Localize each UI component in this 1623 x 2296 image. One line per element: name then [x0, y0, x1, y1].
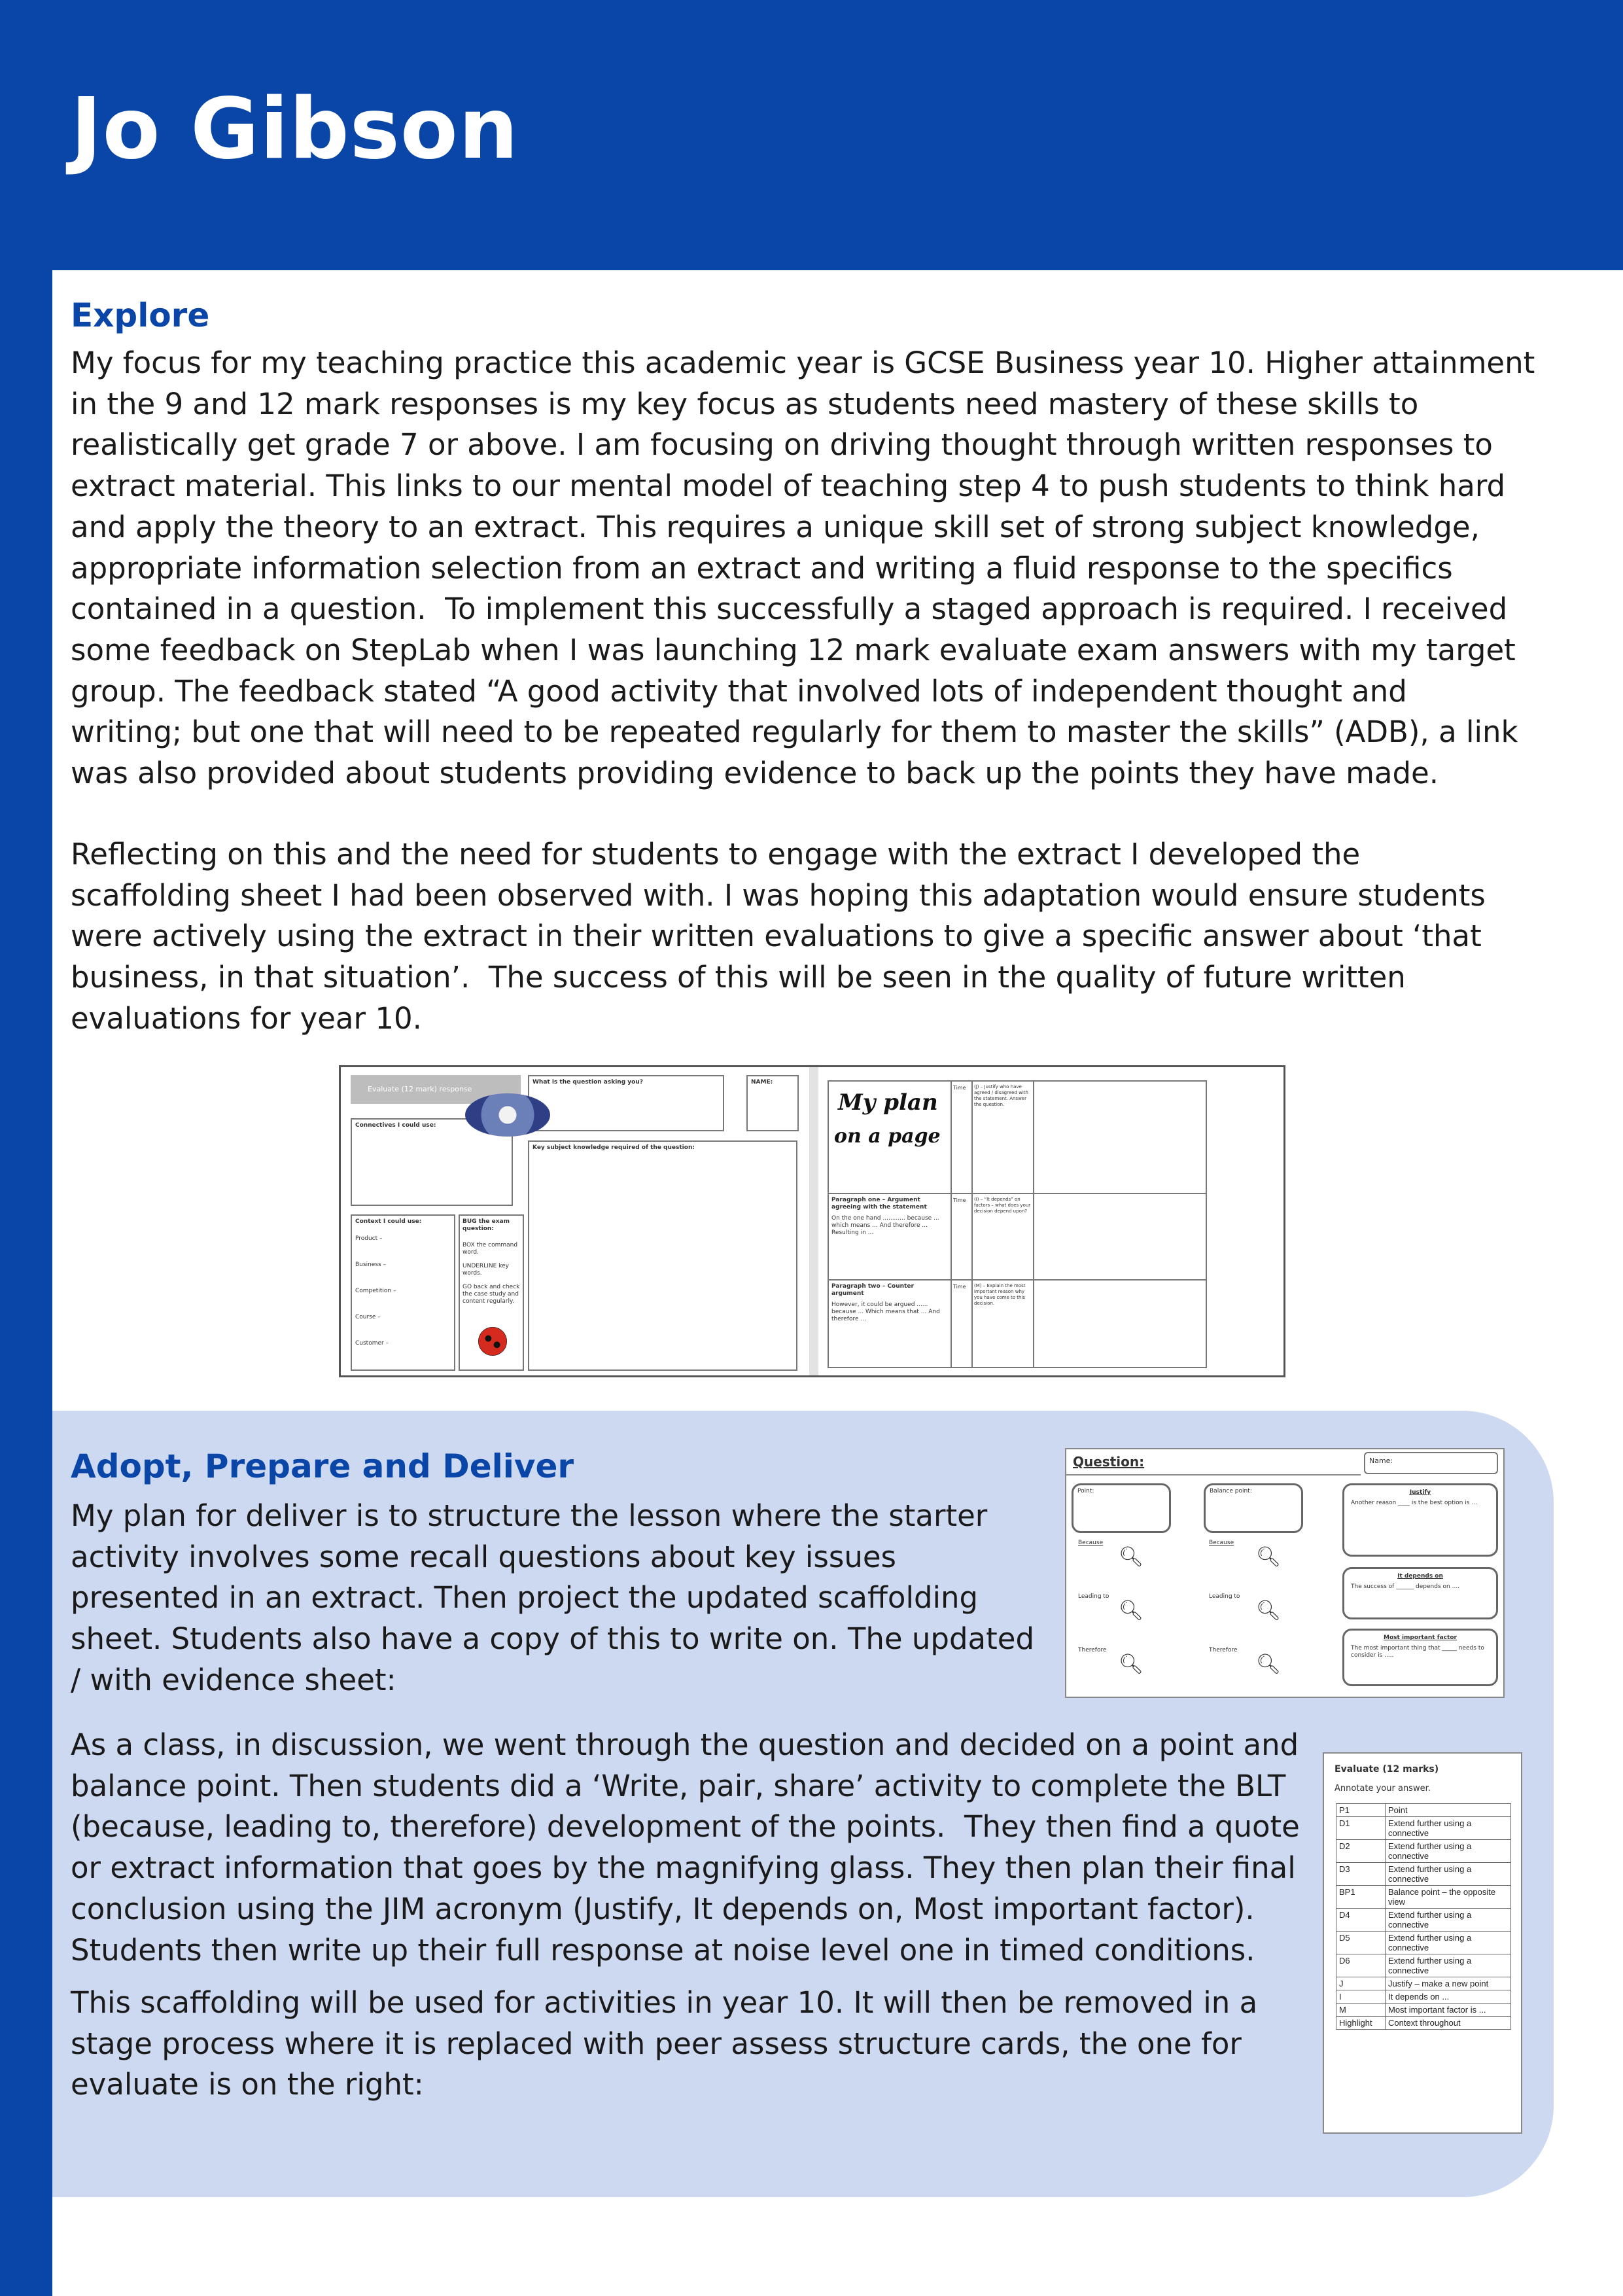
time-label: Time — [953, 1284, 966, 1290]
context-box — [351, 1214, 455, 1371]
page-gutter — [809, 1067, 818, 1375]
connectives-box-label: Connectives I could use: — [355, 1122, 436, 1129]
bug-item: UNDERLINE key words. — [462, 1263, 509, 1277]
plan-title-line-1: My plan — [838, 1089, 938, 1116]
table-row — [1336, 1954, 1511, 1977]
card-code-cell: D6 — [1336, 1954, 1386, 1977]
text-line: Reflecting on this and the need for students to engage with the extract I developed the — [71, 837, 1361, 872]
paragraph-two-text: However, it could be argued ...... because ... Which means that ... And therefore ... — [831, 1301, 940, 1322]
magnifying-glass-icon: 🔍︎ — [1256, 1545, 1282, 1568]
context-item: Customer – — [355, 1340, 389, 1347]
text-line: was also provided about students providing evidence to back up the points they have made. — [71, 756, 1439, 791]
explore-heading: Explore — [71, 296, 210, 334]
text-line: balance point. Then students did a ‘Write, pair, share’ activity to complete the BLT — [71, 1768, 1286, 1803]
important-text: The most important thing that _____ needs to consider is ..... — [1351, 1645, 1484, 1659]
bug-box — [459, 1214, 524, 1371]
text-line: (because, leading to, therefore) development of the points. They then find a quote — [71, 1809, 1300, 1845]
magnifying-glass-icon: 🔍︎ — [1119, 1653, 1144, 1676]
bug-box-label: BUG the exam question: — [462, 1218, 510, 1232]
adopt-paragraph-1 — [71, 1496, 1034, 1701]
text-line: contained in a question. To implement this successfully a staged approach is required. I received — [71, 592, 1508, 627]
text-line: stage process where it is replaced with peer assess structure cards, the one for — [71, 2026, 1242, 2061]
text-line: writing; but one that will need to be repeated regularly for them to master the skills” (ADB), a link — [71, 715, 1518, 750]
depends-text: The success of ______ depends on .... — [1351, 1583, 1460, 1590]
text-line: sheet. Students also have a copy of this to write on. The updated — [71, 1621, 1035, 1657]
text-line: were actively using the extract in their written evaluations to give a specific answer about ‘that — [71, 919, 1482, 954]
because-label: Because — [1078, 1540, 1104, 1546]
text-line: in the 9 and 12 mark responses is my key focus as students need mastery of these skills to — [71, 386, 1419, 421]
card-desc-cell: Point — [1386, 1804, 1511, 1817]
knowledge-box-label: Key subject knowledge required of the question: — [532, 1144, 695, 1151]
bug-item: BOX the command word. — [462, 1242, 518, 1256]
table-row — [1336, 1886, 1511, 1909]
plan-grid — [828, 1080, 1207, 1368]
text-line: appropriate information selection from an extract and writing a fluid response to the specifics — [71, 550, 1453, 586]
card-code-cell: D5 — [1336, 1932, 1386, 1954]
table-row — [1336, 1817, 1511, 1840]
text-line: extract material. This links to our mental model of teaching step 4 to push students to think hard — [71, 468, 1506, 504]
important-box — [1342, 1629, 1498, 1686]
sheet-left-page — [341, 1067, 809, 1375]
peer-assess-card-image — [1323, 1752, 1522, 2134]
text-line: My focus for my teaching practice this academic year is GCSE Business year 10. Higher attainment — [71, 345, 1535, 380]
page-title: Jo Gibson — [71, 80, 519, 178]
card-desc-cell: Context throughout — [1386, 2017, 1511, 2030]
therefore-label: Therefore — [1209, 1647, 1238, 1653]
card-desc-cell: Extend further using a connective — [1386, 1840, 1511, 1863]
scaffolding-sheet-image — [339, 1065, 1285, 1377]
card-desc-cell: Extend further using a connective — [1386, 1909, 1511, 1932]
card-code-cell: M — [1336, 2004, 1386, 2017]
table-row — [1336, 1990, 1511, 2004]
card-table — [1336, 1803, 1511, 2030]
ladybird-icon — [478, 1327, 507, 1356]
card-desc-cell: It depends on ... — [1386, 1990, 1511, 2004]
text-line: This scaffolding will be used for activities in year 10. It will then be removed in a — [71, 1985, 1258, 2020]
time-label: Time — [953, 1197, 966, 1203]
text-line: or extract information that goes by the magnifying glass. They then plan their final — [71, 1850, 1296, 1886]
point-label: Point: — [1077, 1488, 1094, 1494]
table-row — [1336, 1932, 1511, 1954]
time-label: Time — [953, 1085, 966, 1091]
important-title: Most important factor — [1384, 1634, 1457, 1641]
text-line: realistically get grade 7 or above. I am focusing on driving thought through written responses to — [71, 427, 1493, 463]
text-line: business, in that situation’. The success of this will be seen in the quality of future written — [71, 960, 1406, 995]
evidence-sheet-image — [1065, 1448, 1505, 1698]
card-desc-cell: Extend further using a connective — [1386, 1932, 1511, 1954]
text-line: evaluate is on the right: — [71, 2067, 424, 2102]
context-box-label: Context I could use: — [355, 1218, 422, 1225]
adopt-heading: Adopt, Prepare and Deliver — [71, 1447, 574, 1485]
evidence-question-label: Question: — [1073, 1454, 1145, 1470]
justify-text: Another reason ____ is the best option is ... — [1351, 1500, 1477, 1506]
card-code-cell: P1 — [1336, 1804, 1386, 1817]
knowledge-box — [528, 1140, 797, 1371]
question-box — [528, 1075, 724, 1131]
sheet-banner-label: Evaluate (12 mark) response — [368, 1085, 472, 1093]
because-label: Because — [1209, 1540, 1234, 1546]
justify-title: Justify — [1409, 1489, 1431, 1496]
table-row — [1336, 1840, 1511, 1863]
depends-note: (I) – “It depends” on factors – what does your decision depend upon? — [974, 1197, 1031, 1214]
justify-box — [1342, 1483, 1498, 1557]
card-code-cell: Highlight — [1336, 2017, 1386, 2030]
card-desc-cell: Balance point – the opposite view — [1386, 1886, 1511, 1909]
bug-item: GO back and check the case study and content regularly. — [462, 1284, 520, 1305]
balance-point-label: Balance point: — [1210, 1488, 1252, 1494]
card-code-cell: D4 — [1336, 1909, 1386, 1932]
text-line: As a class, in discussion, we went through the question and decided on a point and — [71, 1727, 1299, 1762]
therefore-label: Therefore — [1078, 1647, 1107, 1653]
card-code-cell: D2 — [1336, 1840, 1386, 1863]
name-box-label: NAME: — [751, 1079, 773, 1086]
paragraph-one-text: On the one hand ............ because ... which means ... And therefore ... Resulting in ... — [831, 1215, 939, 1236]
name-box — [746, 1075, 799, 1131]
text-line: activity involves some recall questions about key issues — [71, 1539, 896, 1574]
plan-title-line-2: on a page — [834, 1125, 941, 1148]
text-line: / with evidence sheet: — [71, 1662, 396, 1697]
card-desc-cell: Most important factor is ... — [1386, 2004, 1511, 2017]
magnifying-glass-icon: 🔍︎ — [1119, 1599, 1144, 1622]
leading-to-label: Leading to — [1078, 1593, 1109, 1600]
context-item: Competition – — [355, 1288, 396, 1294]
evidence-name-box — [1364, 1452, 1498, 1474]
point-box — [1072, 1483, 1171, 1533]
card-desc-cell: Extend further using a connective — [1386, 1817, 1511, 1840]
magnifying-glass-icon: 🔍︎ — [1256, 1653, 1282, 1676]
card-desc-cell: Justify – make a new point — [1386, 1977, 1511, 1990]
card-desc-cell: Extend further using a connective — [1386, 1954, 1511, 1977]
text-line: Students then write up their full response at noise level one in timed conditions. — [71, 1932, 1255, 1968]
table-row — [1336, 2004, 1511, 2017]
left-accent-bar — [0, 270, 52, 2296]
card-title: Evaluate (12 marks) — [1335, 1764, 1439, 1775]
card-desc-cell: Extend further using a connective — [1386, 1863, 1511, 1886]
paragraph-two-label: Paragraph two – Counter argument — [831, 1283, 914, 1297]
context-item: Product – — [355, 1235, 383, 1242]
card-code-cell: J — [1336, 1977, 1386, 1990]
important-note: (M) – Explain the most important reason why you have come to this decision. — [974, 1283, 1026, 1306]
text-line: and apply the theory to an extract. This requires a unique skill set of strong subject knowledge, — [71, 509, 1480, 544]
text-line: presented in an extract. Then project the updated scaffolding — [71, 1580, 979, 1616]
text-line: scaffolding sheet I had been observed with. I was hoping this adaptation would ensure students — [71, 877, 1486, 913]
text-line: evaluations for year 10. — [71, 1000, 422, 1036]
card-subtitle: Annotate your answer. — [1335, 1784, 1431, 1793]
text-line: some feedback on StepLab when I was launching 12 mark evaluate exam answers with my target — [71, 632, 1516, 667]
question-box-label: What is the question asking you? — [532, 1079, 643, 1086]
context-item: Business – — [355, 1262, 387, 1268]
justify-note: (J) – Justify who have agreed / disagreed with the statement. Answer the question. — [974, 1084, 1028, 1107]
paragraph-one-label: Paragraph one – Argument agreeing with the statement — [831, 1197, 927, 1210]
card-code-cell: D3 — [1336, 1863, 1386, 1886]
leading-to-label: Leading to — [1209, 1593, 1240, 1600]
depends-title: It depends on — [1397, 1573, 1443, 1580]
evidence-name-label: Name: — [1369, 1457, 1393, 1465]
card-code-cell: D1 — [1336, 1817, 1386, 1840]
adopt-paragraph-2 — [71, 1725, 1300, 1971]
card-code-cell: BP1 — [1336, 1886, 1386, 1909]
text-line: group. The feedback stated “A good activity that involved lots of independent thought and — [71, 673, 1407, 709]
magnifying-glass-icon: 🔍︎ — [1256, 1599, 1282, 1622]
balance-point-box — [1204, 1483, 1303, 1533]
table-row — [1336, 1804, 1511, 1817]
astronaut-icon — [465, 1093, 550, 1137]
table-row — [1336, 2017, 1511, 2030]
table-row — [1336, 1863, 1511, 1886]
table-row — [1336, 1909, 1511, 1932]
context-item: Course – — [355, 1314, 381, 1320]
depends-box — [1342, 1567, 1498, 1619]
card-code-cell: I — [1336, 1990, 1386, 2004]
table-row — [1336, 1977, 1511, 1990]
sheet-right-page — [818, 1067, 1285, 1375]
explore-paragraph-2 — [71, 834, 1486, 1040]
text-line: My plan for deliver is to structure the lesson where the starter — [71, 1498, 988, 1533]
adopt-paragraph-3 — [71, 1983, 1257, 2106]
magnifying-glass-icon: 🔍︎ — [1119, 1545, 1144, 1568]
explore-paragraph-1 — [71, 343, 1535, 794]
text-line: conclusion using the JIM acronym (Justify, It depends on, Most important factor). — [71, 1891, 1255, 1926]
